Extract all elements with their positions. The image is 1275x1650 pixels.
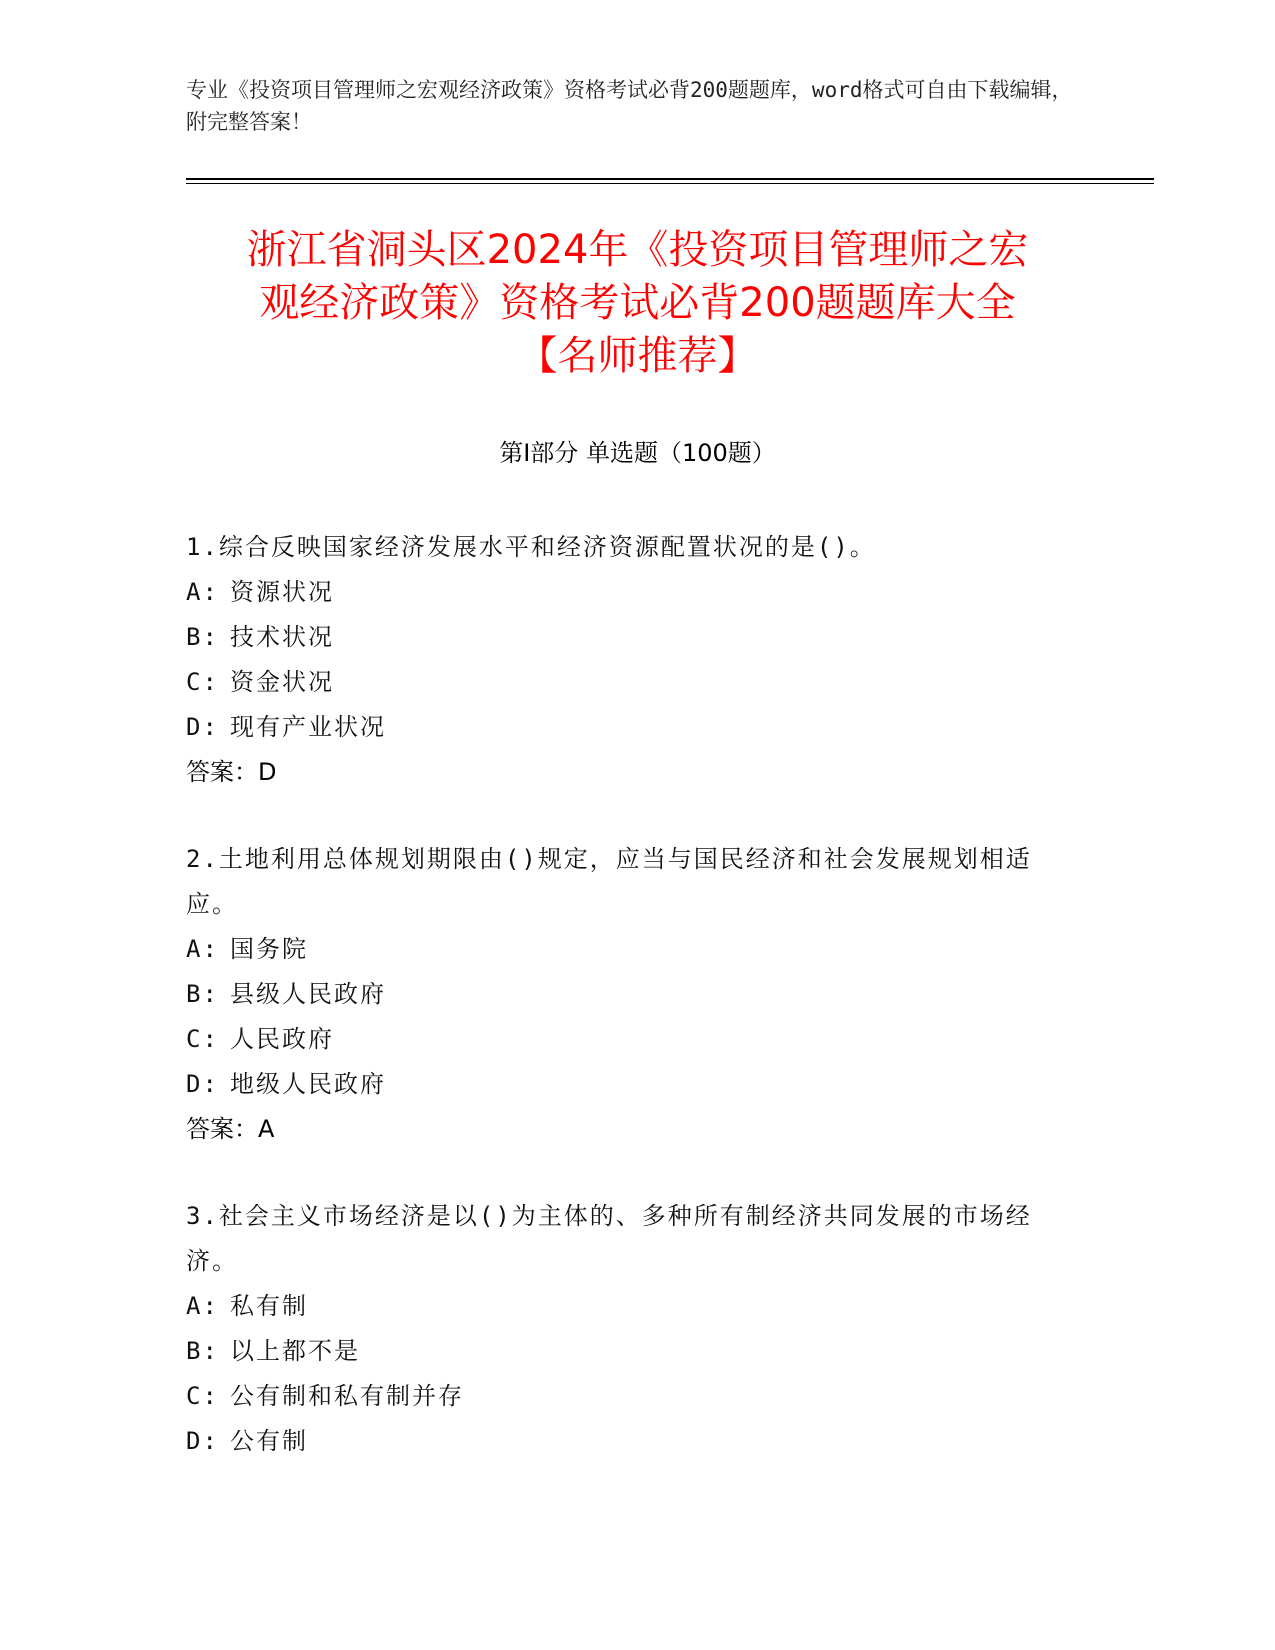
option-text: 人民政府 <box>230 1025 334 1053</box>
answer-line <box>186 750 1066 795</box>
option-text: 以上都不是 <box>230 1337 360 1365</box>
option-text: 公有制 <box>230 1427 308 1455</box>
option-text: 私有制 <box>230 1292 308 1320</box>
option-a <box>186 1284 1066 1329</box>
option-letter: A: <box>186 578 219 606</box>
header-rule-thick <box>186 178 1154 180</box>
option-letter: B: <box>186 980 219 1008</box>
question-2 <box>186 837 1066 1152</box>
section-title: 第I部分 单选题（100题） <box>499 439 776 467</box>
option-letter: B: <box>186 623 219 651</box>
option-letter: A: <box>186 1292 219 1320</box>
option-text: 技术状况 <box>230 623 334 651</box>
answer-line <box>186 1107 1066 1152</box>
option-text: 资源状况 <box>230 578 334 606</box>
option-d <box>186 1062 1066 1107</box>
option-a <box>186 927 1066 972</box>
document-title <box>150 224 1125 383</box>
option-d <box>186 705 1066 750</box>
title-line-3: 【名师推荐】 <box>517 333 758 379</box>
option-text: 现有产业状况 <box>230 713 386 741</box>
option-letter: D: <box>186 1427 219 1455</box>
option-text: 资金状况 <box>230 668 334 696</box>
option-letter: C: <box>186 1382 219 1410</box>
option-letter: A: <box>186 935 219 963</box>
title-line-1: 浙江省洞头区2024年《投资项目管理师之宏 <box>246 227 1029 273</box>
question-1 <box>186 525 1066 795</box>
option-c <box>186 660 1066 705</box>
question-3 <box>186 1194 1066 1464</box>
option-letter: D: <box>186 713 219 741</box>
title-line-2: 观经济政策》资格考试必背200题题库大全 <box>259 280 1016 326</box>
option-text: 地级人民政府 <box>230 1070 386 1098</box>
option-c <box>186 1374 1066 1419</box>
option-text: 县级人民政府 <box>230 980 386 1008</box>
option-letter: B: <box>186 1337 219 1365</box>
option-b <box>186 615 1066 660</box>
question-stem: 2.土地利用总体规划期限由()规定，应当与国民经济和社会发展规划相适应。 <box>186 845 1032 918</box>
option-text: 公有制和私有制并存 <box>230 1382 464 1410</box>
question-list <box>186 525 1066 1506</box>
option-c <box>186 1017 1066 1062</box>
option-b <box>186 1329 1066 1374</box>
option-a <box>186 570 1066 615</box>
answer-value: A <box>258 1115 275 1143</box>
option-letter: D: <box>186 1070 219 1098</box>
header-note: 专业《投资项目管理师之宏观经济政策》资格考试必背200题题库，word格式可自由下载编辑，附完整答案！ <box>186 78 1073 134</box>
question-stem: 1.综合反映国家经济发展水平和经济资源配置状况的是()。 <box>186 533 876 561</box>
option-letter: C: <box>186 1025 219 1053</box>
option-d <box>186 1419 1066 1464</box>
header-rule-thin <box>186 183 1154 184</box>
option-text: 国务院 <box>230 935 308 963</box>
answer-value: D <box>258 758 277 786</box>
question-stem: 3.社会主义市场经济是以()为主体的、多种所有制经济共同发展的市场经济。 <box>186 1202 1032 1275</box>
answer-label: 答案： <box>186 758 258 786</box>
answer-label: 答案： <box>186 1115 258 1143</box>
option-letter: C: <box>186 668 219 696</box>
option-b <box>186 972 1066 1017</box>
